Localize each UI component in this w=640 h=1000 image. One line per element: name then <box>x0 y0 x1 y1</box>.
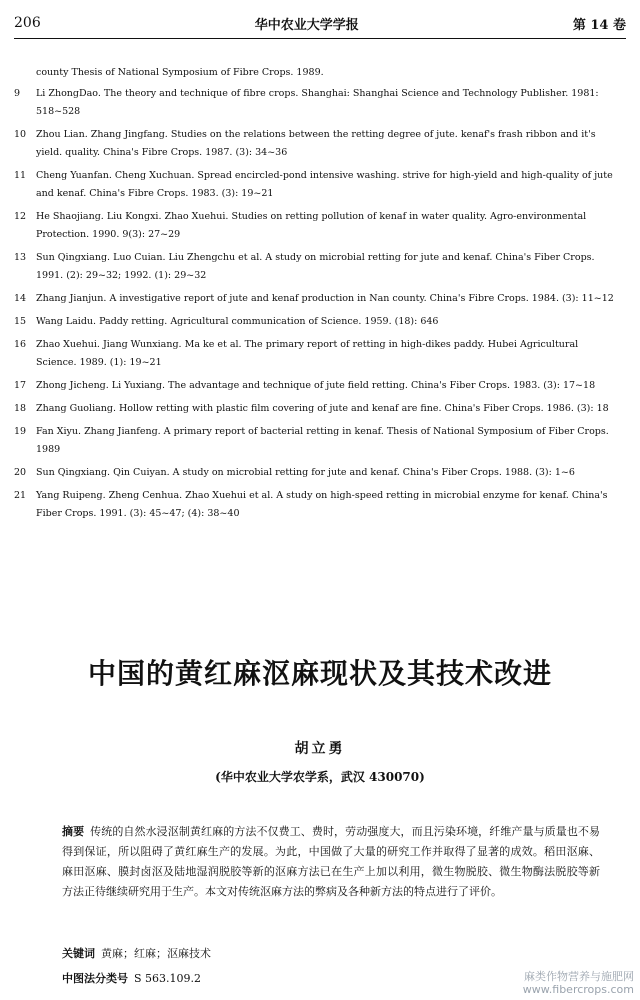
classification-number <box>62 970 201 986</box>
page-header <box>14 10 626 36</box>
reference-text: Yang Ruipeng. Zheng Cenhua. Zhao Xuehui et al. A study on high-speed retting in microbial enzyme for kenaf. China's Fiber Crops. 1991. (3): 45~47; (4): 38~40 <box>36 490 608 519</box>
clc-label: 中图法分类号 <box>62 972 128 985</box>
reference-continuation: county Thesis of National Symposium of Fibre Crops. 1989. <box>36 67 324 78</box>
reference-item <box>14 336 620 372</box>
reference-item <box>14 377 620 395</box>
reference-number: 12 <box>14 211 27 222</box>
reference-number: 21 <box>14 490 27 501</box>
reference-item <box>14 208 620 244</box>
abstract-text: 传统的自然水浸沤制黄红麻的方法不仅费工、费时，劳动强度大，而且污染环境，纤维产量与质量也不易得到保证，所以阻碍了黄红麻生产的发展。为此，中国做了大量的研究工作并取得了显著的成效。稻田沤麻、麻田沤麻、膜封卤沤及陆地湿润脱胶等新的沤麻方法已在生产上加以利用，微生物脱胶、微生物酶法脱胶等新方法正待继续研究用于生产。本文对传统沤麻方法的弊病及各种新方法的特点进行了评价。 <box>62 825 600 898</box>
reference-number: 14 <box>14 293 27 304</box>
site-watermark: 麻类作物营养与施肥网 www.fibercrops.com <box>522 970 634 996</box>
reference-item <box>14 487 620 523</box>
reference-text: Fan Xiyu. Zhang Jianfeng. A primary report of bacterial retting in kenaf. Thesis of National Symposium of Fiber Crops. 1989 <box>36 426 609 455</box>
reference-text: Zhong Jicheng. Li Yuxiang. The advantage and technique of jute field retting. China's Fiber Crops. 1983. (3): 17~18 <box>36 380 596 391</box>
reference-text: Zhou Lian. Zhang Jingfang. Studies on the relations between the retting degree of jute. kenaf's frash ribbon and it's yield. quality. China's Fibre Crops. 1987. (3): 34~36 <box>36 129 596 158</box>
reference-text: Cheng Yuanfan. Cheng Xuchuan. Spread encircled-pond intensive washing. strive for high-yield and high-quality of jute and kenaf. China's Fibre Crops. 1983. (3): 19~21 <box>36 170 613 199</box>
volume-label: 第 14 卷 <box>572 17 626 33</box>
keywords-label: 关键词 <box>62 947 95 960</box>
reference-item <box>14 400 620 418</box>
reference-item <box>14 290 620 308</box>
article-title: 中国的黄红麻沤麻现状及其技术改进 <box>87 657 552 690</box>
reference-number: 19 <box>14 426 27 437</box>
reference-number: 20 <box>14 467 27 478</box>
header-divider <box>14 38 626 39</box>
reference-number: 15 <box>14 316 27 327</box>
clc-text: S 563.109.2 <box>134 972 202 985</box>
reference-text: Li ZhongDao. The theory and technique of fibre crops. Shanghai: Shanghai Science and Technology Publisher. 1981: 518~528 <box>36 88 599 117</box>
reference-text: Sun Qingxiang. Qin Cuiyan. A study on microbial retting for jute and kenaf. China's Fiber Crops. 1988. (3): 1~6 <box>36 467 575 478</box>
reference-item <box>14 126 620 162</box>
reference-text: He Shaojiang. Liu Kongxi. Zhao Xuehui. Studies on retting pollution of kenaf in water quality. Agro-environmental Protection. 1990. 9(3): 27~29 <box>36 211 587 240</box>
journal-name: 华中农业大学学报 <box>254 17 359 33</box>
reference-item <box>14 423 620 459</box>
abstract <box>62 822 600 902</box>
reference-text: Sun Qingxiang. Luo Cuian. Liu Zhengchu et al. A study on microbial retting for jute and kenaf. China's Fiber Crops. 1991. (2): 29~32; 1992. (1): 29~32 <box>36 252 595 281</box>
abstract-label: 摘要 <box>62 825 85 838</box>
keywords <box>62 945 211 961</box>
reference-number: 10 <box>14 129 27 140</box>
reference-item <box>14 313 620 331</box>
reference-item <box>14 464 620 482</box>
reference-text: Zhang Jianjun. A investigative report of jute and kenaf production in Nan county. China's Fibre Crops. 1984. (3): 11~12 <box>36 293 614 304</box>
reference-number: 9 <box>14 88 21 99</box>
reference-number: 17 <box>14 380 27 391</box>
reference-text: Wang Laidu. Paddy retting. Agricultural communication of Science. 1959. (18): 646 <box>36 316 439 327</box>
reference-item <box>14 167 620 203</box>
page-number: 206 <box>14 15 41 31</box>
reference-text: Zhao Xuehui. Jiang Wunxiang. Ma ke et al. The primary report of retting in high-dikes paddy. Hubei Agricultural Science. 1989. (1): 19~21 <box>36 339 579 368</box>
author-affiliation: (华中农业大学农学系，武汉 430070) <box>215 770 425 784</box>
reference-number: 11 <box>14 170 27 181</box>
reference-number: 18 <box>14 403 27 414</box>
reference-item <box>14 85 620 121</box>
author-name: 胡立勇 <box>294 741 346 757</box>
reference-number: 13 <box>14 252 27 263</box>
reference-text: Zhang Guoliang. Hollow retting with plastic film covering of jute and kenaf are fine. China's Fiber Crops. 1986. (3): 18 <box>36 403 609 414</box>
reference-item <box>14 249 620 285</box>
reference-list <box>14 64 620 528</box>
reference-number: 16 <box>14 339 27 350</box>
keywords-text: 黄麻；红麻；沤麻技术 <box>101 947 211 960</box>
